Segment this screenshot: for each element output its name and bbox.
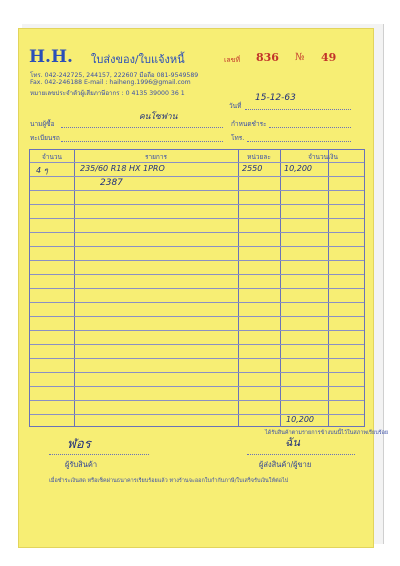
column-header-qty: จำนวน bbox=[42, 153, 62, 161]
row-line bbox=[30, 274, 364, 275]
total-amount: 10,200 bbox=[286, 415, 314, 424]
receiver-sign-line bbox=[49, 454, 149, 455]
document-title: ใบส่งของ/ใบแจ้งหนี้ bbox=[91, 53, 185, 66]
row-line bbox=[30, 288, 364, 289]
buyer-name-value: คนโซฟาน bbox=[139, 112, 178, 122]
plate-line bbox=[61, 141, 223, 142]
company-brand: H.H. bbox=[29, 47, 73, 67]
row-line bbox=[30, 204, 364, 205]
company-tax-id-line: หมายเลขประจำตัวผู้เสียภาษีอากร : 0 4135 39000 36 1 bbox=[30, 90, 185, 97]
buyer-name-line bbox=[61, 127, 223, 128]
book-number-symbol: № bbox=[295, 52, 305, 63]
row-line bbox=[30, 218, 364, 219]
invoice-number: 836 bbox=[256, 51, 279, 64]
row-line bbox=[30, 358, 364, 359]
due-label: กำหนดชำระ bbox=[231, 120, 267, 128]
row-1-qty: 4 ๆ bbox=[36, 166, 48, 175]
sender-signature: ฉัน bbox=[285, 436, 301, 449]
column-header-unit-price: หน่วยละ bbox=[247, 153, 271, 161]
row-line bbox=[30, 386, 364, 387]
row-2-item: 2387 bbox=[100, 178, 123, 188]
row-line bbox=[30, 316, 364, 317]
row-line bbox=[30, 260, 364, 261]
row-line bbox=[30, 344, 364, 345]
phone-label: โทร. bbox=[231, 134, 245, 142]
receiver-signature: ฬอร bbox=[67, 437, 91, 452]
book-number: 49 bbox=[321, 51, 337, 64]
date-label: วันที่ bbox=[229, 102, 242, 110]
row-line bbox=[30, 162, 364, 163]
buyer-name-label: นามผู้ซื้อ bbox=[30, 120, 55, 128]
row-line bbox=[30, 400, 364, 401]
row-1-unit-price: 2550 bbox=[242, 164, 263, 173]
row-1-item: 235/60 R18 HX 1PRO bbox=[80, 164, 165, 173]
sender-label: ผู้ส่งสินค้า/ผู้ขาย bbox=[259, 460, 312, 469]
due-line bbox=[269, 127, 351, 128]
phone-line bbox=[247, 141, 351, 142]
row-1-amount: 10,200 bbox=[284, 164, 312, 173]
row-line bbox=[30, 330, 364, 331]
received-by-label: ผู้รับสินค้า bbox=[65, 460, 98, 469]
row-line bbox=[30, 232, 364, 233]
column-header-item: รายการ bbox=[144, 153, 168, 161]
invoice-sheet bbox=[18, 28, 389, 548]
row-line bbox=[30, 246, 364, 247]
sender-sign-line bbox=[247, 454, 355, 455]
received-note: ได้รับสินค้าตามรายการข้างบนนี้ไว้ในสภาพเรียบร้อย bbox=[265, 430, 389, 436]
footer-note: เมื่อชำระเงินสด หรือเช็คผ่านธนาคารเรียบร้อยแล้ว ทางร้านจะออกใบกำกับภาษี/ใบเสร็จรับเงินให้ต่อไป bbox=[49, 478, 289, 484]
plate-label: ทะเบียนรถ bbox=[30, 134, 60, 142]
row-line bbox=[30, 176, 364, 177]
date-line bbox=[245, 109, 351, 110]
company-fax-email-line: Fax. 042-246188 E-mail : haiheng.1996@gmail.com bbox=[30, 79, 191, 86]
column-header-amount: จำนวนเงิน bbox=[308, 153, 338, 161]
items-table bbox=[29, 149, 365, 427]
date-value: 15-12-63 bbox=[255, 93, 296, 103]
invoice-number-label: เลขที่ bbox=[224, 56, 241, 64]
row-line bbox=[30, 302, 364, 303]
company-contact-line: โทร. 042-242725, 244157, 222607 มือถือ 081-9549589 bbox=[30, 72, 199, 79]
row-line bbox=[30, 190, 364, 191]
row-line bbox=[30, 372, 364, 373]
